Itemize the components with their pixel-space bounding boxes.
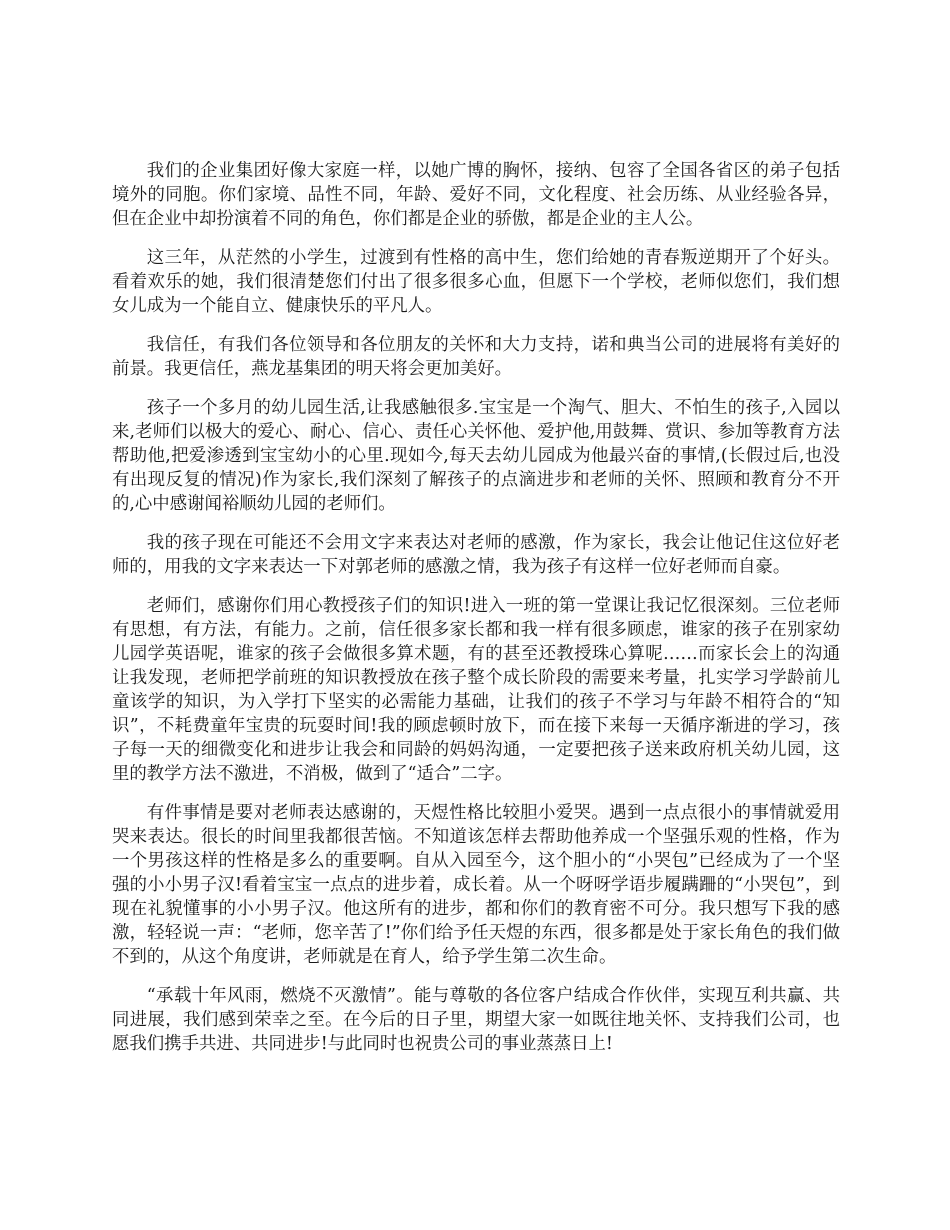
paragraph-4: 孩子一个多月的幼儿园生活,让我感触很多.宝宝是一个淘气、胆大、不怕生的孩子,入园以来,老师们以极大的爱心、耐心、信心、责任心关怀他、爱护他,用鼓舞、赏识、参加等教育方法帮助他,把爱渗透到宝宝幼小的心里.现如今,每天去幼儿园成为他最兴奋的事情,(长假过后,也没有出现反复的情况)作为家长,我们深刻了解孩子的点滴进步和老师的关怀、照顾和教育分不开的,心中感谢闻裕顺幼儿园的老师们。 xyxy=(112,398,840,514)
paragraph-2: 这三年，从茫然的小学生，过渡到有性格的高中生，您们给她的青春叛逆期开了个好头。看着欢乐的她，我们很清楚您们付出了很多很多心血，但愿下一个学校，老师似您们，我们想女儿成为一个能自立、健康快乐的平凡人。 xyxy=(112,248,840,316)
paragraph-8: “承载十年风雨，燃烧不灭激情”。能与尊敬的各位客户结成合作伙伴，实现互利共赢、共同进展，我们感到荣幸之至。在今后的日子里，期望大家一如既往地关怀、支持我们公司，也愿我们携手共进、共同进步!与此同时也祝贵公司的事业蒸蒸日上! xyxy=(112,986,840,1054)
paragraph-5: 我的孩子现在可能还不会用文字来表达对老师的感激，作为家长，我会让他记住这位好老师的，用我的文字来表达一下对郭老师的感激之情，我为孩子有这样一位好老师而自豪。 xyxy=(112,533,840,577)
paragraph-6: 老师们，感谢你们用心教授孩子们的知识!进入一班的第一堂课让我记忆很深刻。三位老师有思想，有方法，有能力。之前，信任很多家长都和我一样有很多顾虑，谁家的孩子在别家幼儿园学英语呢，谁家的孩子会做很多算术题，有的甚至还教授珠心算呢……而家长会上的沟通让我发现，老师把学前班的知识教授放在孩子整个成长阶段的需要来考量，扎实学习学龄前儿童该学的知识，为入学打下坚实的必需能力基础，让我们的孩子不学习与年龄不相符合的“知识”，不耗费童年宝贵的玩耍时间!我的顾虑顿时放下，而在接下来每一天循序渐进的学习，孩子每一天的细微变化和进步让我会和同龄的妈妈沟通，一定要把孩子送来政府机关幼儿园，这里的教学方法不激进，不消极，做到了“适合”二字。 xyxy=(112,596,840,784)
document-body xyxy=(112,159,840,1071)
paragraph-3: 我信任，有我们各位领导和各位朋友的关怀和大力支持，诺和典当公司的进展将有美好的前景。我更信任，燕龙基集团的明天将会更加美好。 xyxy=(112,335,840,379)
paragraph-1: 我们的企业集团好像大家庭一样，以她广博的胸怀，接纳、包容了全国各省区的弟子包括境外的同胞。你们家境、品性不同，年龄、爱好不同，文化程度、社会历练、从业经验各异，但在企业中却扮演着不同的角色，你们都是企业的骄傲，都是企业的主人公。 xyxy=(112,161,840,229)
paragraph-7: 有件事情是要对老师表达感谢的，天煜性格比较胆小爱哭。遇到一点点很小的事情就爱用哭来表达。很长的时间里我都很苦恼。不知道该怎样去帮助他养成一个坚强乐观的性格，作为一个男孩这样的性格是多么的重要啊。自从入园至今，这个胆小的“小哭包”已经成为了一个坚强的小小男子汉!看着宝宝一点点的进步着，成长着。从一个呀呀学语步履蹒跚的“小哭包”，到现在礼貌懂事的小小男子汉。他这所有的进步，都和你们的教育密不可分。我只想写下我的感激，轻轻说一声：“老师，您辛苦了!”你们给予任天煜的东西，很多都是处于家长角色的我们做不到的，从这个角度讲，老师就是在育人，给予学生第二次生命。 xyxy=(112,803,840,967)
